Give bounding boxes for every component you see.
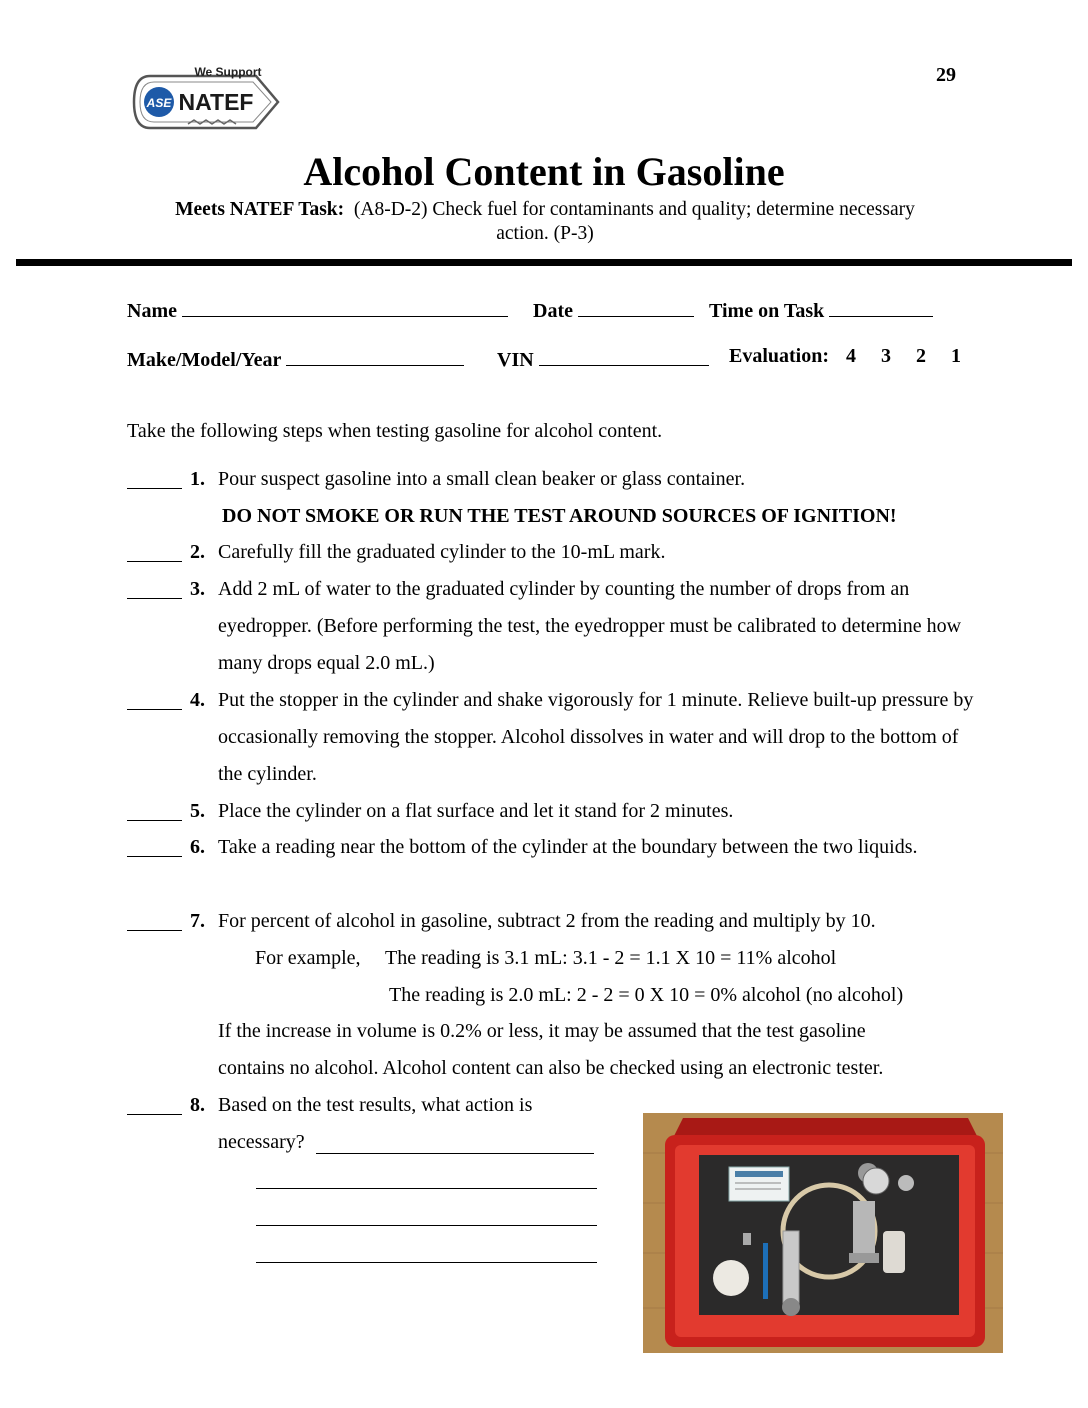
step-3-number: 3.: [190, 578, 205, 600]
note-line-1: If the increase in volume is 0.2% or less, it may be assumed that the test gasoline: [218, 1020, 866, 1042]
step-5-checkbox-line[interactable]: [127, 800, 182, 821]
name-input-line[interactable]: [182, 296, 508, 317]
example-label: For example,: [255, 947, 361, 969]
tester-kit-photo: [643, 1113, 1003, 1353]
step-4-checkbox-line[interactable]: [127, 689, 182, 710]
intro-text: Take the following steps when testing gasoline for alcohol content.: [127, 420, 663, 442]
example-line-2: The reading is 2.0 mL: 2 - 2 = 0 X 10 = 0% alcohol (no alcohol): [389, 984, 904, 1006]
name-field: [127, 296, 508, 323]
vin-label: VIN: [497, 349, 534, 371]
task-line1: (A8-D-2) Check fuel for contaminants and quality; determine necessary: [353, 199, 915, 220]
step-5-number: 5.: [190, 800, 205, 822]
task-subtitle: [120, 198, 970, 246]
task-line2: action. (P-3): [496, 223, 594, 244]
date-label: Date: [533, 300, 573, 322]
natef-logo: [128, 62, 293, 142]
step-2-text: Carefully fill the graduated cylinder to the 10-mL mark.: [218, 541, 666, 563]
page-number: 29: [936, 64, 956, 86]
step-2-checkbox-line[interactable]: [127, 541, 182, 562]
answer-line-1[interactable]: [316, 1153, 594, 1154]
date-input-line[interactable]: [578, 296, 694, 317]
warning-text: DO NOT SMOKE OR RUN THE TEST AROUND SOURCES OF IGNITION!: [222, 505, 897, 527]
step-6-number: 6.: [190, 836, 205, 858]
step-5-text: Place the cylinder on a flat surface and let it stand for 2 minutes.: [218, 800, 734, 822]
name-label: Name: [127, 300, 177, 322]
step-4-text: Put the stopper in the cylinder and shake vigorously for 1 minute. Relieve built-up pressure by occasionally removing the stopper. Alcohol dissolves in water and will drop to the bottom of the cylinder.: [218, 689, 974, 785]
answer-line-2[interactable]: [256, 1188, 597, 1189]
evaluation-score-4[interactable]: 4: [846, 345, 857, 367]
step-1-number: 1.: [190, 468, 205, 490]
make-model-year-field: [127, 345, 464, 372]
date-field: [533, 296, 694, 323]
step-7-number: 7.: [190, 910, 205, 932]
evaluation-score-1[interactable]: 1: [951, 345, 962, 367]
divider-rule: [16, 259, 1072, 266]
evaluation-label: Evaluation:: [729, 345, 830, 367]
page-title: Alcohol Content in Gasoline: [303, 149, 785, 194]
step-6-text: Take a reading near the bottom of the cylinder at the boundary between the two liquids.: [218, 836, 918, 858]
step-1-text: Pour suspect gasoline into a small clean beaker or glass container.: [218, 468, 746, 490]
answer-line-3[interactable]: [256, 1225, 597, 1226]
note-line-2: contains no alcohol. Alcohol content can also be checked using an electronic tester.: [218, 1057, 884, 1079]
step-3-checkbox-line[interactable]: [127, 578, 182, 599]
logo-badge-text: ASE: [146, 96, 172, 110]
time-on-task-field: [709, 296, 933, 323]
time-on-task-label: Time on Task: [709, 300, 825, 322]
evaluation-score-3[interactable]: 3: [881, 345, 892, 367]
step-4-number: 4.: [190, 689, 205, 711]
step-3-text: Add 2 mL of water to the graduated cylinder by counting the number of drops from an eyedropper. (Before performing the test, the eyedropper must be calibrated to determine how many drops equal 2.0 mL.): [218, 578, 962, 674]
example-line-1: The reading is 3.1 mL: 3.1 - 2 = 1.1 X 10 = 11% alcohol: [385, 947, 837, 969]
step-2-number: 2.: [190, 541, 205, 563]
logo-main-text: NATEF: [178, 89, 254, 115]
step-7-text: For percent of alcohol in gasoline, subtract 2 from the reading and multiply by 10.: [218, 910, 876, 932]
step-8-text-line2: necessary?: [218, 1131, 305, 1153]
evaluation-field: [729, 345, 961, 368]
step-8-number: 8.: [190, 1094, 205, 1116]
vin-field: [497, 345, 709, 372]
evaluation-score-2[interactable]: 2: [916, 345, 927, 367]
time-on-task-input-line[interactable]: [829, 296, 933, 317]
make-model-year-input-line[interactable]: [286, 345, 464, 366]
vin-input-line[interactable]: [539, 345, 709, 366]
step-1-checkbox-line[interactable]: [127, 468, 182, 489]
logo-top-text: We Support: [194, 65, 262, 79]
task-label: Meets NATEF Task:: [175, 199, 345, 220]
step-7-checkbox-line[interactable]: [127, 910, 182, 931]
step-6-checkbox-line[interactable]: [127, 836, 182, 857]
make-model-year-label: Make/Model/Year: [127, 349, 282, 371]
answer-line-4[interactable]: [256, 1262, 597, 1263]
step-8-text-line1: Based on the test results, what action is: [218, 1094, 533, 1116]
step-8-checkbox-line[interactable]: [127, 1094, 182, 1115]
